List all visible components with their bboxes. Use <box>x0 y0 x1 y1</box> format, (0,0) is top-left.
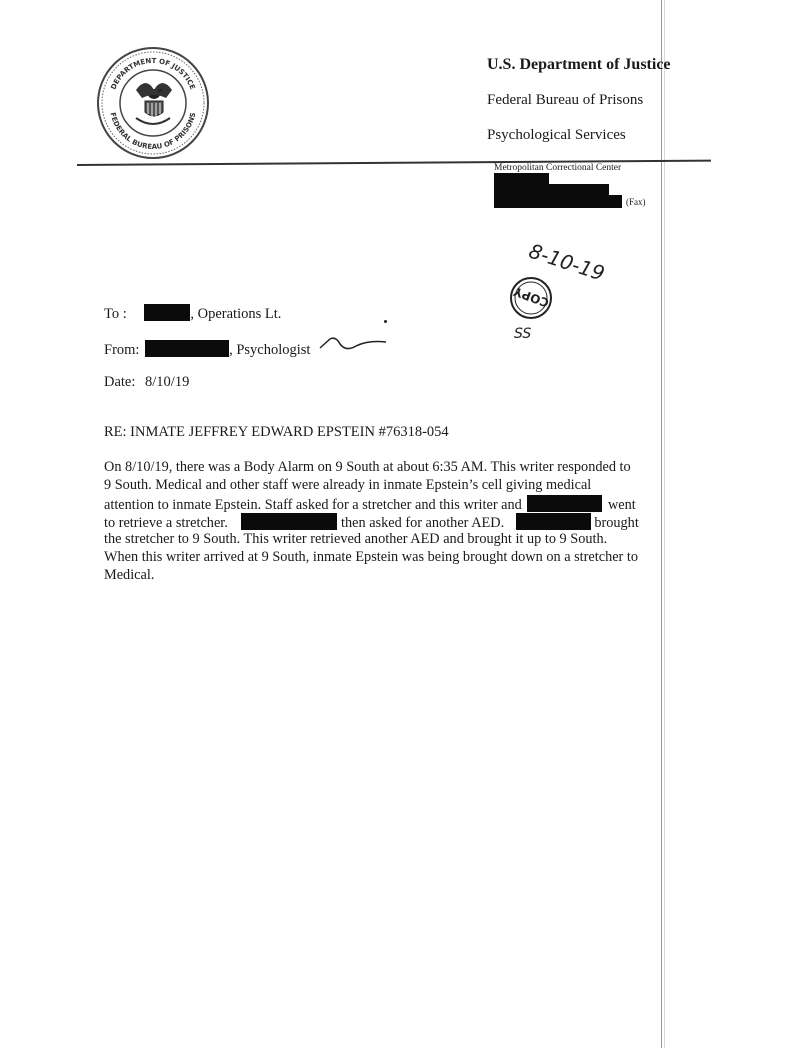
body-line: 9 South. Medical and other staff were already in inmate Epstein’s cell giving medical <box>104 477 592 493</box>
body-line: the stretcher to 9 South. This writer retrieved another AED and brought it up to 9 South. <box>104 531 608 547</box>
svg-text:COPY: COPY <box>511 284 551 310</box>
body-text: went <box>607 497 636 513</box>
to-label: To : <box>104 306 127 322</box>
svg-text:DEPARTMENT OF JUSTICE: DEPARTMENT OF JUSTICE <box>109 56 197 91</box>
date-value: 8/10/19 <box>145 374 190 390</box>
from-field <box>104 340 310 359</box>
redaction-block <box>494 195 622 208</box>
division-name: Psychological Services <box>487 127 626 143</box>
bureau-name: Federal Bureau of Prisons <box>487 92 644 108</box>
body-text: attention to inmate Epstein. Staff asked for a stretcher and this writer and <box>104 497 522 513</box>
body-text: brought <box>594 515 639 531</box>
date-label: Date: <box>104 374 136 390</box>
svg-text:FEDERAL BUREAU OF PRISONS: FEDERAL BUREAU OF PRISONS <box>108 111 198 152</box>
redaction-block <box>527 495 602 512</box>
svg-text:SS: SS <box>514 326 532 342</box>
body-text: to retrieve a stretcher. <box>104 515 228 531</box>
facility-name: Metropolitan Correctional Center <box>494 163 622 173</box>
body-line <box>104 495 636 514</box>
redaction-block <box>145 340 229 357</box>
body-line: When this writer arrived at 9 South, inmate Epstein was being brought down on a stretcher to <box>104 549 639 565</box>
subject-line: RE: INMATE JEFFREY EDWARD EPSTEIN #76318-054 <box>104 424 449 440</box>
redaction-block <box>241 513 337 530</box>
copy-stamp-icon <box>496 236 636 346</box>
to-value: , Operations Lt. <box>190 306 282 322</box>
redaction-block <box>144 304 190 321</box>
scan-edge-line <box>661 0 662 1048</box>
signature-icon <box>316 332 388 358</box>
body-line <box>104 513 639 532</box>
from-value: , Psychologist <box>229 342 311 358</box>
body-text: then asked for another AED. <box>341 515 505 531</box>
body-line: On 8/10/19, there was a Body Alarm on 9 South at about 6:35 AM. This writer responded to <box>104 459 631 475</box>
redaction-block <box>516 513 591 530</box>
scan-speck <box>384 320 387 323</box>
body-line: Medical. <box>104 567 155 583</box>
scan-edge-line-faint <box>664 0 665 1048</box>
from-label: From: <box>104 342 140 358</box>
fax-label: (Fax) <box>626 197 646 207</box>
svg-text:8-10-19: 8-10-19 <box>525 238 608 286</box>
date-field <box>104 374 189 391</box>
doj-bop-seal-icon <box>96 46 210 160</box>
department-title: U.S. Department of Justice <box>487 56 671 73</box>
to-field <box>104 304 281 323</box>
